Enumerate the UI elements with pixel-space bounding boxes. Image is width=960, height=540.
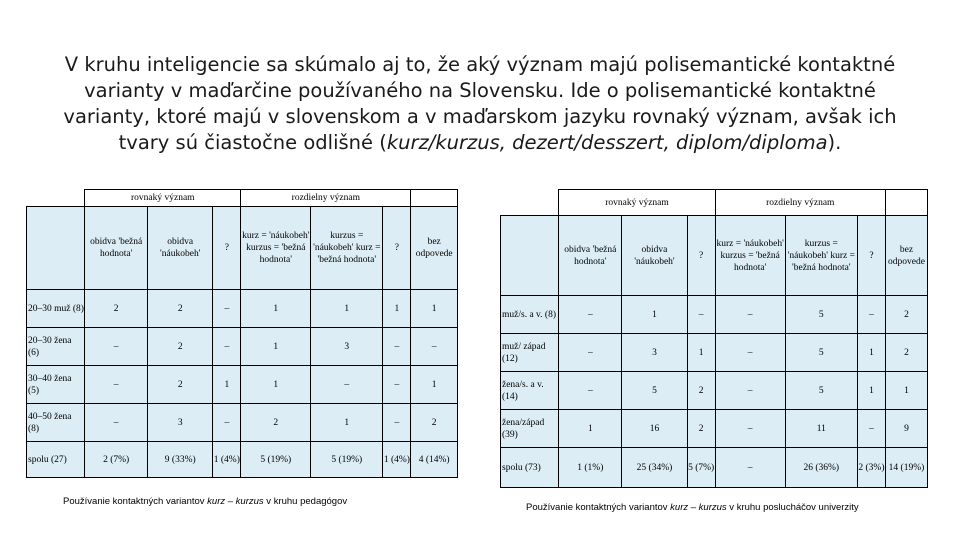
group-header-diff: rozdielny význam [241,190,411,207]
row-label: muž/s. a v. (8) [501,296,559,334]
cell: 1 [213,366,241,404]
cell: – [85,366,148,404]
group-header-blank [885,190,927,216]
table-row [501,296,928,334]
table-row-total [27,442,458,478]
table-row [27,328,458,366]
cell: 2 [885,334,927,372]
cell: 3 [622,334,687,372]
cell: 1 [311,404,383,442]
cell: – [85,328,148,366]
cell: – [213,328,241,366]
cell: – [411,328,458,366]
col-header: obidva 'bežná hodnota' [559,216,622,296]
group-header-same: rovnaký význam [559,190,715,216]
cell: 26 (36%) [785,448,857,488]
cell: 1 (1%) [559,448,622,488]
cell: 1 [622,296,687,334]
col-header: ? [213,207,241,290]
cell: – [559,334,622,372]
group-header-same: rovnaký význam [85,190,241,207]
cell: 2 [687,372,715,410]
table-row [501,372,928,410]
cell: 1 [857,372,885,410]
cell: 2 [148,328,213,366]
cell: – [383,328,411,366]
group-header-diff: rozdielny význam [715,190,885,216]
corner-cell [27,190,85,207]
cell: 2 (7%) [85,442,148,478]
cell: 2 [85,290,148,328]
cell: 14 (19%) [885,448,927,488]
row-label: žena/s. a v. (14) [501,372,559,410]
cell: 1 [885,372,927,410]
cell: 1 [411,366,458,404]
row-header-blank [501,216,559,296]
cell: 1 [383,290,411,328]
cell: – [383,404,411,442]
cell: 5 [785,372,857,410]
cell: 2 [148,290,213,328]
cell: 9 (33%) [148,442,213,478]
cell: – [687,296,715,334]
cell: 5 (19%) [311,442,383,478]
cell: 5 [622,372,687,410]
table-row [27,404,458,442]
cell: – [715,448,785,488]
cell: 1 (4%) [383,442,411,478]
table2-caption: Používanie kontaktných variantov kurz – kurzus v kruhu poslucháčov univerzity [526,502,859,513]
cell: – [715,296,785,334]
row-label: 20–30 muž (8) [27,290,85,328]
row-label: muž/ západ (12) [501,334,559,372]
col-header: bez odpovede [885,216,927,296]
cell: 16 [622,410,687,448]
teachers-table [26,189,458,478]
row-label: 40–50 žena (8) [27,404,85,442]
row-header-blank [27,207,85,290]
cell: 3 [148,404,213,442]
cell: – [85,404,148,442]
col-header: obidva 'náukobeh' [148,207,213,290]
cell: 1 [411,290,458,328]
col-header: ? [687,216,715,296]
row-label: spolu (27) [27,442,85,478]
cell: 5 (7%) [687,448,715,488]
title-end: ). [827,131,842,154]
cell: 2 [148,366,213,404]
cell: – [559,372,622,410]
cell: 5 [785,296,857,334]
row-label: 20–30 žena (6) [27,328,85,366]
col-header: kurz = 'náukobeh' kurzus = 'bežná hodnota' [241,207,311,290]
col-header: obidva 'náukobeh' [622,216,687,296]
cell: – [715,334,785,372]
table-row [27,290,458,328]
row-label: žena/západ (39) [501,410,559,448]
cell: 5 [785,334,857,372]
cell: – [715,410,785,448]
cell: – [213,404,241,442]
cell: 2 [241,404,311,442]
row-label: spolu (73) [501,448,559,488]
cell: – [213,290,241,328]
col-header: kurz = 'náukobeh' kurzus = 'bežná hodnota' [715,216,785,296]
cell: 2 [885,296,927,334]
cell: 25 (34%) [622,448,687,488]
group-header-blank [411,190,458,207]
cell: 1 [311,290,383,328]
cell: – [715,372,785,410]
title-text: V kruhu inteligencie sa skúmalo aj to, že aký význam majú polisemantické kontaktné varianty v maďarčine používaného na Slovensku. Ide o polisemantické kontaktné varianty, ktoré majú v slovenskom a v maďarskom jazyku rovnaký význam, avšak ich tvary sú čiastočne odlišné ( [63,53,897,154]
cell: – [311,366,383,404]
cell: 1 [241,328,311,366]
cell: – [383,366,411,404]
row-label: 30–40 žena (5) [27,366,85,404]
slide-title [40,52,920,156]
cell: 2 [411,404,458,442]
cell: – [857,296,885,334]
cell: 1 [241,366,311,404]
table-row [501,410,928,448]
cell: – [857,410,885,448]
col-header: bez odpovede [411,207,458,290]
corner-cell [501,190,559,216]
cell: 1 [687,334,715,372]
cell: 1 (4%) [213,442,241,478]
table-row [501,334,928,372]
cell: 5 (19%) [241,442,311,478]
table-row [27,366,458,404]
col-header: ? [383,207,411,290]
col-header: kurzus = 'náukobeh' kurz = 'bežná hodnota' [785,216,857,296]
cell: 1 [857,334,885,372]
cell: 2 [687,410,715,448]
cell: – [559,296,622,334]
col-header: ? [857,216,885,296]
col-header: obidva 'bežná hodnota' [85,207,148,290]
table-row-total [501,448,928,488]
cell: 2 (3%) [857,448,885,488]
cell: 11 [785,410,857,448]
cell: 9 [885,410,927,448]
table1-caption: Používanie kontaktných variantov kurz – kurzus v kruhu pedagógov [63,496,348,507]
title-examples: kurz/kurzus, dezert/desszert, diplom/diploma [386,131,828,154]
col-header: kurzus = 'náukobeh' kurz = 'bežná hodnota' [311,207,383,290]
cell: 3 [311,328,383,366]
cell: 1 [559,410,622,448]
students-table [500,189,928,488]
cell: 4 (14%) [411,442,458,478]
cell: 1 [241,290,311,328]
